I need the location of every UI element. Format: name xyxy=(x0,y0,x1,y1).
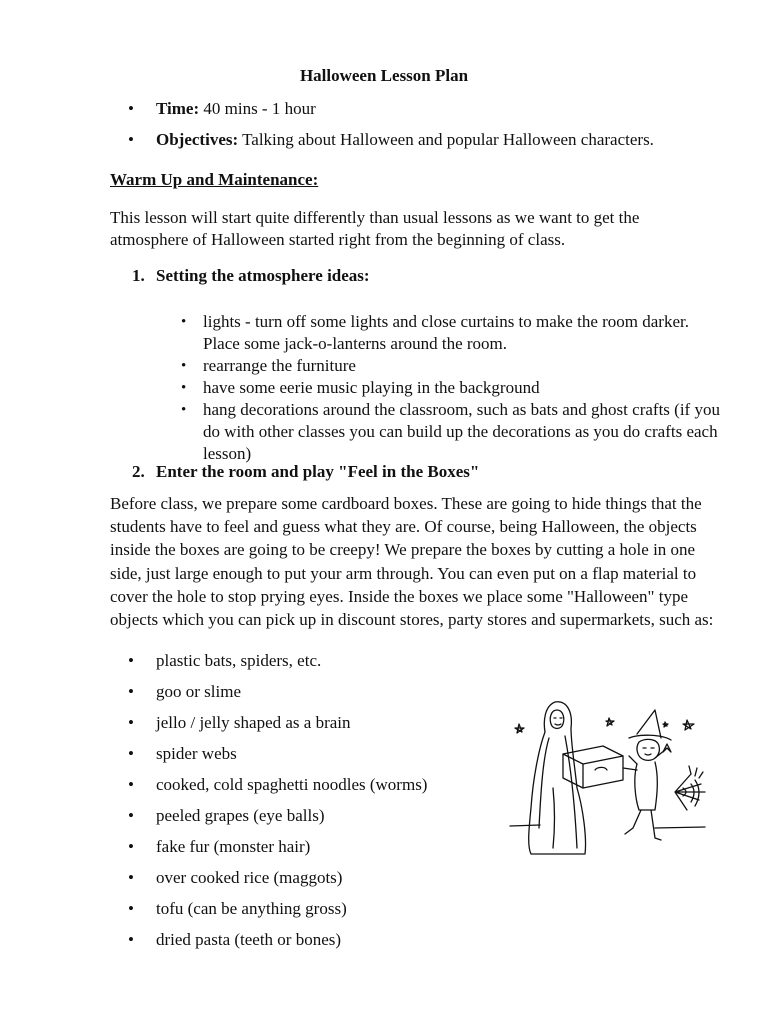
atmosphere-list xyxy=(203,311,723,465)
child-figure xyxy=(623,710,671,840)
section2-number: 2. xyxy=(132,462,145,481)
list-item: • rearrange the furniture xyxy=(203,355,723,377)
robed-figure xyxy=(529,702,586,854)
list-item: • over cooked rice (maggots) xyxy=(110,867,470,898)
section2-title: Enter the room and play "Feel in the Boxes" xyxy=(156,462,480,481)
spider-web-icon xyxy=(675,766,705,810)
section2-paragraph: Before class, we prepare some cardboard boxes. These are going to hide things that the students have to feel and guess what they are. Of course, being Halloween, the objects inside the boxes are going to be creepy! We prepare the boxes by cutting a hole in one side, just large enough to put your arm through. You can even put on a flap material to cover the hole to stop prying eyes. Inside the boxes we place some "Halloween" type objects which you can pick up in discount stores, party stores and supermarkets, such as: xyxy=(110,494,714,630)
list-item: • hang decorations around the classroom, such as bats and ghost crafts (if you do with other classes you can build up the decorations as you do crafts each lesson) xyxy=(203,399,723,465)
intro-paragraph: This lesson will start quite differently than usual lessons as we want to get the atmosphere of Halloween started right from the beginning of class. xyxy=(110,208,640,249)
meta-time-value: 40 mins - 1 hour xyxy=(203,99,316,118)
list-item: • lights - turn off some lights and close curtains to make the room darker. Place some jack-o-lanterns around the room. xyxy=(203,311,723,355)
star-icon xyxy=(515,724,524,733)
meta-objectives xyxy=(110,129,730,151)
list-item: • cooked, cold spaghetti noodles (worms) xyxy=(110,774,470,805)
section2-heading xyxy=(132,462,479,482)
star-icon xyxy=(683,720,694,730)
meta-time-label: Time: xyxy=(156,99,200,118)
section1-number: 1. xyxy=(132,266,145,285)
page-title: Halloween Lesson Plan xyxy=(299,66,469,85)
section1-title: Setting the atmosphere ideas: xyxy=(156,266,370,285)
meta-list xyxy=(110,98,730,160)
list-item: • plastic bats, spiders, etc. xyxy=(110,650,470,681)
list-item: • dried pasta (teeth or bones) xyxy=(110,929,470,960)
section1-heading xyxy=(132,266,370,286)
list-item: • tofu (can be anything gross) xyxy=(110,898,470,929)
list-item: • spider webs xyxy=(110,743,470,774)
star-icon xyxy=(606,718,614,726)
list-item: • goo or slime xyxy=(110,681,470,712)
star-icon xyxy=(663,722,668,727)
list-item: • fake fur (monster hair) xyxy=(110,836,470,867)
list-item: • have some eerie music playing in the background xyxy=(203,377,723,399)
meta-objectives-value: Talking about Halloween and popular Halloween characters. xyxy=(242,130,654,149)
warm-up-heading: Warm Up and Maintenance: xyxy=(110,170,319,189)
list-item: • peeled grapes (eye balls) xyxy=(110,805,470,836)
halloween-illustration xyxy=(505,688,710,860)
star-wand-icon xyxy=(663,744,671,752)
meta-objectives-label: Objectives: xyxy=(156,130,239,149)
meta-time xyxy=(110,98,730,120)
list-item: • jello / jelly shaped as a brain xyxy=(110,712,470,743)
box-items-list xyxy=(110,650,470,960)
